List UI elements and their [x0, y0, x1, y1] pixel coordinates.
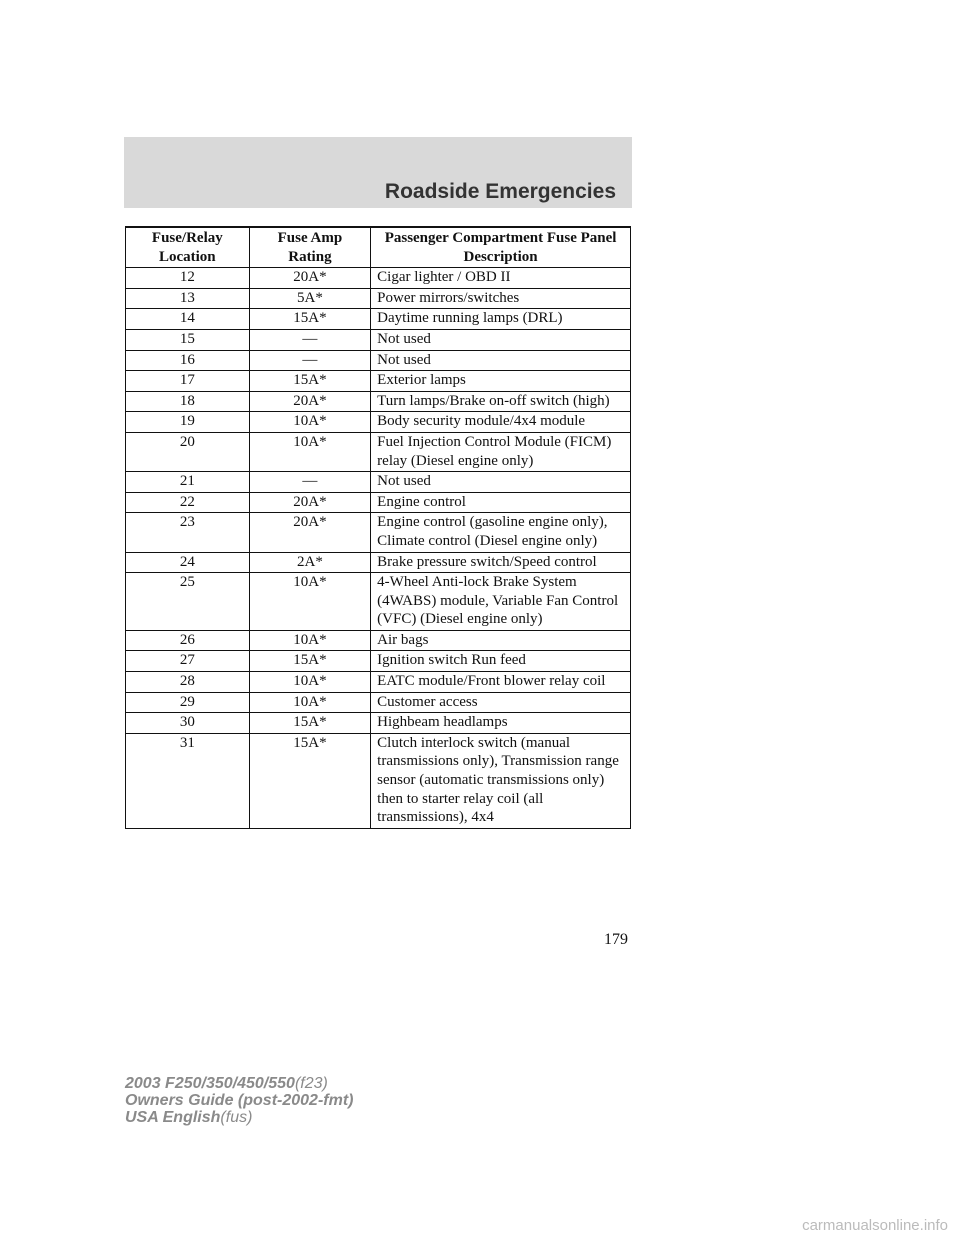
- table-row: [126, 268, 631, 289]
- cell-description: Not used: [371, 350, 631, 371]
- cell-location: 13: [126, 288, 250, 309]
- cell-amp-rating: 15A*: [249, 713, 371, 734]
- cell-description: Daytime running lamps (DRL): [371, 309, 631, 330]
- cell-location: 30: [126, 713, 250, 734]
- table-row: [126, 371, 631, 392]
- cell-description: Exterior lamps: [371, 371, 631, 392]
- table-row: [126, 472, 631, 493]
- cell-location: 16: [126, 350, 250, 371]
- cell-amp-rating: 20A*: [249, 492, 371, 513]
- cell-amp-rating: —: [249, 350, 371, 371]
- footer-language: USA English: [125, 1109, 221, 1126]
- footer-line-3: [125, 1109, 353, 1126]
- fuse-table-body: [126, 268, 631, 829]
- cell-location: 31: [126, 733, 250, 828]
- cell-description: Not used: [371, 329, 631, 350]
- cell-amp-rating: 15A*: [249, 733, 371, 828]
- table-row: [126, 630, 631, 651]
- cell-location: 19: [126, 412, 250, 433]
- cell-description: Engine control: [371, 492, 631, 513]
- cell-description: EATC module/Front blower relay coil: [371, 672, 631, 693]
- cell-description: Ignition switch Run feed: [371, 651, 631, 672]
- cell-amp-rating: 20A*: [249, 513, 371, 552]
- cell-amp-rating: —: [249, 329, 371, 350]
- table-row: [126, 651, 631, 672]
- footer-model: 2003 F250/350/450/550: [125, 1075, 295, 1092]
- cell-location: 27: [126, 651, 250, 672]
- footer-guide: Owners Guide (post-2002-fmt): [125, 1092, 354, 1109]
- cell-amp-rating: 15A*: [249, 651, 371, 672]
- cell-description: Turn lamps/Brake on-off switch (high): [371, 391, 631, 412]
- watermark: carmanualsonline.info: [802, 1217, 948, 1234]
- cell-location: 25: [126, 573, 250, 631]
- cell-amp-rating: 10A*: [249, 630, 371, 651]
- cell-description: Air bags: [371, 630, 631, 651]
- cell-amp-rating: 10A*: [249, 573, 371, 631]
- footer: [125, 1075, 353, 1126]
- section-header-band: [124, 137, 632, 208]
- cell-amp-rating: 10A*: [249, 672, 371, 693]
- table-row: [126, 350, 631, 371]
- table-row: [126, 733, 631, 828]
- cell-amp-rating: 10A*: [249, 412, 371, 433]
- column-header-amp-rating: Fuse Amp Rating: [249, 227, 371, 268]
- footer-line-1: [125, 1075, 353, 1092]
- cell-location: 21: [126, 472, 250, 493]
- cell-amp-rating: 2A*: [249, 552, 371, 573]
- footer-language-code: (fus): [220, 1109, 253, 1126]
- cell-location: 29: [126, 692, 250, 713]
- section-title: Roadside Emergencies: [384, 180, 616, 203]
- table-row: [126, 573, 631, 631]
- footer-model-code: (f23): [294, 1075, 328, 1092]
- cell-location: 20: [126, 432, 250, 471]
- cell-amp-rating: —: [249, 472, 371, 493]
- cell-amp-rating: 5A*: [249, 288, 371, 309]
- cell-description: Not used: [371, 472, 631, 493]
- table-row: [126, 391, 631, 412]
- cell-amp-rating: 10A*: [249, 432, 371, 471]
- fuse-table-header: [126, 227, 631, 268]
- table-row: [126, 412, 631, 433]
- table-row: [126, 552, 631, 573]
- table-row: [126, 309, 631, 330]
- cell-description: 4-Wheel Anti-lock Brake System (4WABS) module, Variable Fan Control (VFC) (Diesel engine only): [371, 573, 631, 631]
- footer-line-2: [125, 1092, 353, 1109]
- table-row: [126, 713, 631, 734]
- table-row: [126, 692, 631, 713]
- table-row: [126, 432, 631, 471]
- table-row: [126, 513, 631, 552]
- cell-location: 28: [126, 672, 250, 693]
- cell-description: Highbeam headlamps: [371, 713, 631, 734]
- cell-location: 18: [126, 391, 250, 412]
- table-row: [126, 329, 631, 350]
- column-header-description: Passenger Compartment Fuse Panel Description: [371, 227, 631, 268]
- cell-description: Customer access: [371, 692, 631, 713]
- cell-amp-rating: 15A*: [249, 309, 371, 330]
- cell-description: Engine control (gasoline engine only), Climate control (Diesel engine only): [371, 513, 631, 552]
- cell-description: Fuel Injection Control Module (FICM) relay (Diesel engine only): [371, 432, 631, 471]
- page-number: 179: [604, 931, 628, 948]
- cell-amp-rating: 20A*: [249, 268, 371, 289]
- cell-amp-rating: 10A*: [249, 692, 371, 713]
- cell-location: 15: [126, 329, 250, 350]
- cell-location: 23: [126, 513, 250, 552]
- fuse-table: [125, 226, 631, 829]
- cell-location: 24: [126, 552, 250, 573]
- cell-description: Brake pressure switch/Speed control: [371, 552, 631, 573]
- cell-location: 26: [126, 630, 250, 651]
- table-row: [126, 672, 631, 693]
- cell-location: 14: [126, 309, 250, 330]
- cell-location: 17: [126, 371, 250, 392]
- cell-location: 22: [126, 492, 250, 513]
- cell-description: Clutch interlock switch (manual transmissions only), Transmission range sensor (automatic transmissions only) then to starter relay coil (all transmissions), 4x4: [371, 733, 631, 828]
- cell-amp-rating: 15A*: [249, 371, 371, 392]
- cell-description: Body security module/4x4 module: [371, 412, 631, 433]
- cell-amp-rating: 20A*: [249, 391, 371, 412]
- cell-description: Power mirrors/switches: [371, 288, 631, 309]
- table-row: [126, 288, 631, 309]
- header-row: [126, 227, 631, 268]
- cell-description: Cigar lighter / OBD II: [371, 268, 631, 289]
- table-row: [126, 492, 631, 513]
- cell-location: 12: [126, 268, 250, 289]
- column-header-location: Fuse/Relay Location: [126, 227, 250, 268]
